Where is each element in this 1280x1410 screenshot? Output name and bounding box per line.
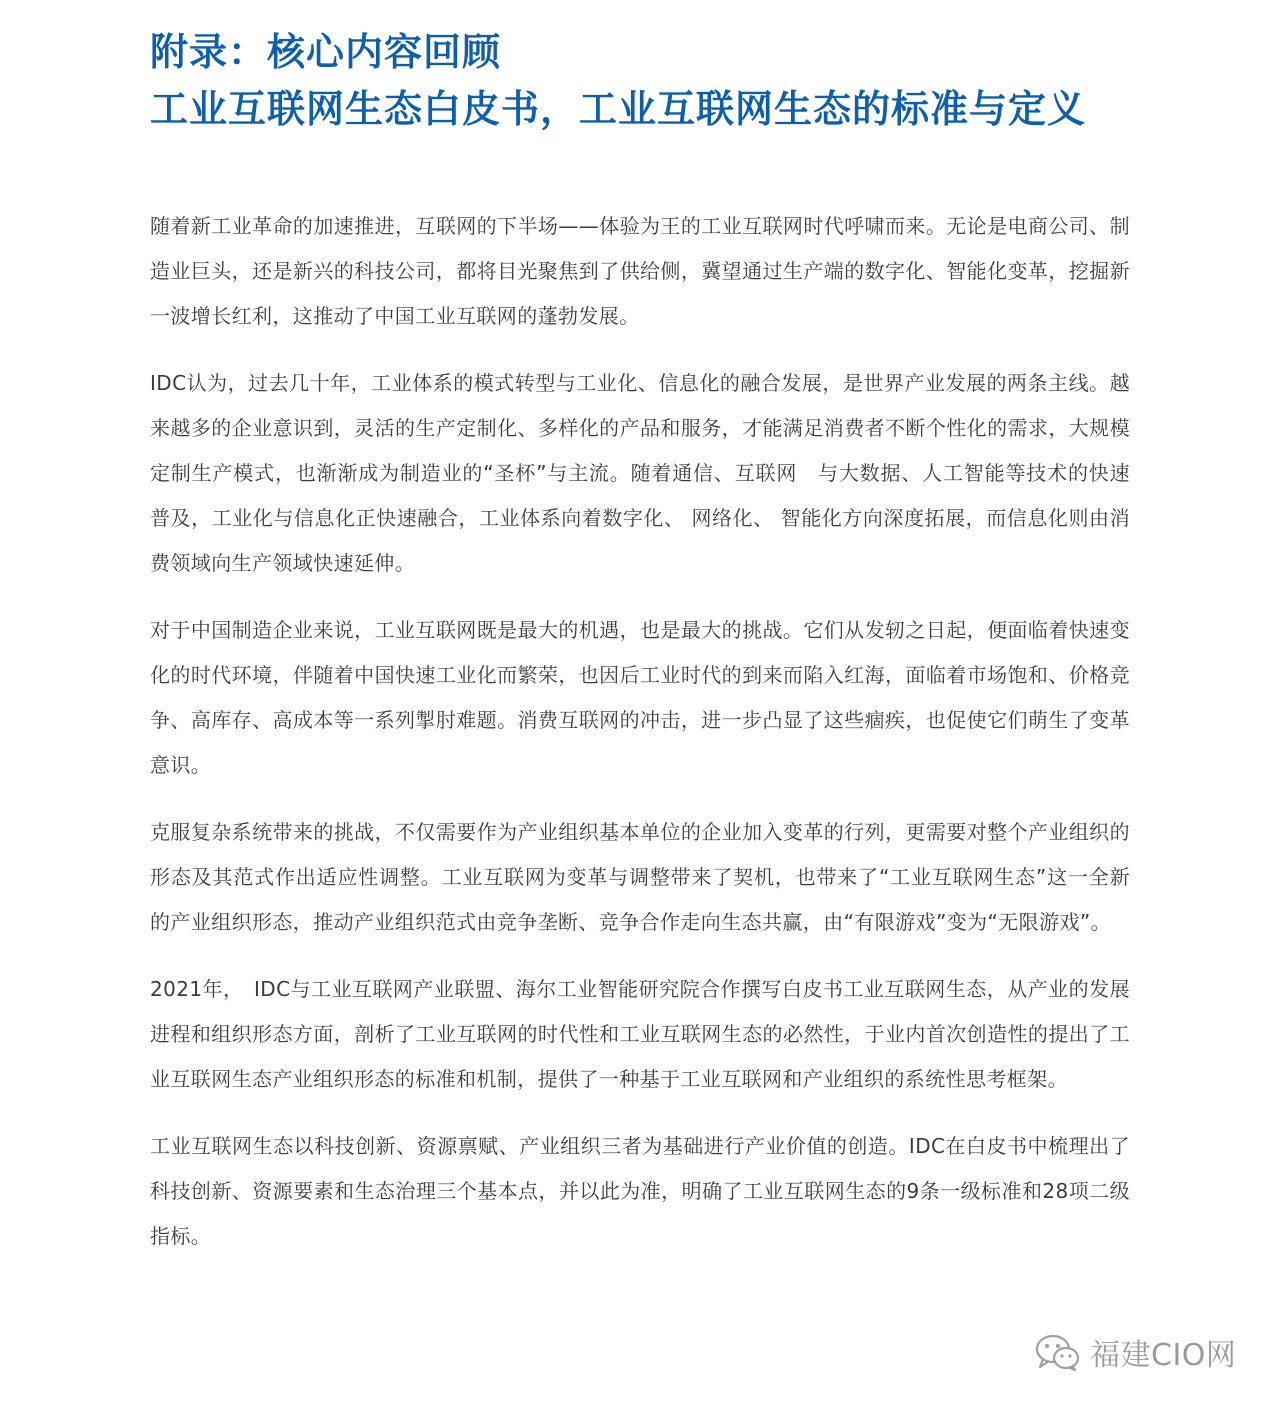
paragraph: 克服复杂系统带来的挑战，不仅需要作为产业组织基本单位的企业加入变革的行列，更需要对整个产业组织的形态及其范式作出适应性调整。工业互联网为变革与调整带来了契机，也带来了“工业互联网生态”这一全新的产业组织形态，推动产业组织范式由竞争垄断、竞争合作走向生态共赢，由“有限游戏”变为“无限游戏”。 [150, 820, 1130, 934]
watermark-text: 福建CIO网 [1090, 1338, 1237, 1373]
source-watermark [1034, 1330, 1236, 1374]
paragraph: IDC认为，过去几十年，工业体系的模式转型与工业化、信息化的融合发展，是世界产业发展的两条主线。越来越多的企业意识到，灵活的生产定制化、多样化的产品和服务，才能满足消费者不断个性化的需求，大规模定制生产模式，也渐渐成为制造业的“圣杯”与主流。随着通信、互联网 与大数据、人工智能等技术的快速普及，工业化与信息化正快速融合，工业体系向着数字化、 网络化、 智能化方向深度拓展，而信息化则由消费领域向生产领域快速延伸。 [150, 371, 1130, 575]
page-title [150, 24, 1150, 138]
paragraph: 工业互联网生态以科技创新、资源禀赋、产业组织三者为基础进行产业价值的创造。IDC在白皮书中梳理出了科技创新、资源要素和生态治理三个基本点，并以此为准，明确了工业互联网生态的9条一级标准和28项二级指标。 [150, 1134, 1130, 1248]
article-body [150, 204, 1130, 1281]
title-line-2: 工业互联网生态白皮书，工业互联网生态的标准与定义 [150, 87, 1087, 131]
wechat-icon [1034, 1332, 1082, 1372]
title-line-1: 附录：核心内容回顾 [150, 30, 502, 74]
paragraph: 2021年， IDC与工业互联网产业联盟、海尔工业智能研究院合作撰写白皮书工业互联网生态，从产业的发展进程和组织形态方面，剖析了工业互联网的时代性和工业互联网生态的必然性，于业内首次创造性的提出了工业互联网生态产业组织形态的标准和机制，提供了一种基于工业互联网和产业组织的系统性思考框架。 [150, 977, 1130, 1091]
paragraph: 对于中国制造企业来说，工业互联网既是最大的机遇，也是最大的挑战。它们从发轫之日起，便面临着快速变化的时代环境，伴随着中国快速工业化而繁荣，也因后工业时代的到来而陷入红海，面临着市场饱和、价格竞争、高库存、高成本等一系列掣肘难题。消费互联网的冲击，进一步凸显了这些痼疾，也促使它们萌生了变革意识。 [150, 618, 1130, 777]
paragraph: 随着新工业革命的加速推进，互联网的下半场——体验为王的工业互联网时代呼啸而来。无论是电商公司、制造业巨头，还是新兴的科技公司，都将目光聚焦到了供给侧，冀望通过生产端的数字化、智能化变革，挖掘新一波增长红利，这推动了中国工业互联网的蓬勃发展。 [150, 214, 1130, 328]
